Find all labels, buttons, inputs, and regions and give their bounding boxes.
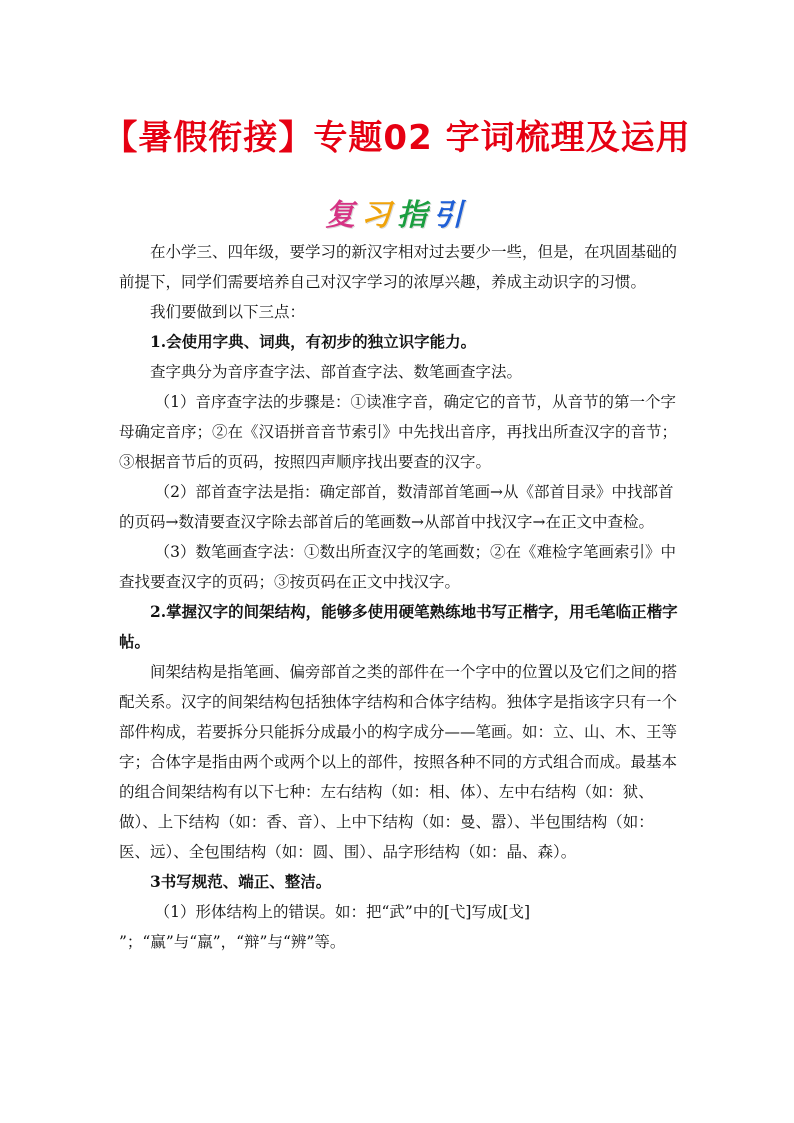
- banner-char-4: 引: [433, 198, 469, 233]
- banner-char-3: 指: [397, 198, 433, 233]
- document-body: [119, 237, 679, 957]
- point-1-heading: 1.会使用字典、词典，有初步的独立识字能力。: [150, 332, 477, 351]
- structure-paragraph: 间架结构是指笔画、偏旁部首之类的部件在一个字中的位置以及它们之间的搭配关系。汉字的间架结构包括独体字结构和合体字结构。独体字是指该字只有一个部件构成，若要拆分只能拆分成最小的构字成分——笔画。如：立、山、木、王等字；合体字是指由两个或两个以上的部件，按照各种不同的方式组合而成。最基本的组合间架结构有以下七种：左右结构（如：相、体）、左中右结构（如：狱、做）、上下结构（如：香、音）、上中下结构（如：曼、嚣）、半包围结构（如：医、远）、全包围结构（如：圆、围）、品字形结构（如：晶、森）。: [119, 663, 678, 861]
- point-2-heading: 2.掌握汉字的间架结构，能够多使用硬笔熟练地书写正楷字，用毛笔临正楷字帖。: [119, 602, 678, 651]
- method-stroke: （3）数笔画查字法：①数出所查汉字的笔画数；②在《难检字笔画索引》中查找要查汉字的页码；③按页码在正文中找汉字。: [119, 543, 677, 591]
- error-example: （1）形体结构上的错误。如：把“武”中的[弋]写成[戈] ”；“赢”与“羸”，“辩”与“辨”等。: [119, 903, 531, 951]
- page-title: 【暑假衔接】专题02 字词梳理及运用: [103, 118, 691, 158]
- point-3-heading: 3书写规范、端正、整洁。: [150, 872, 332, 891]
- banner-char-1: 复: [325, 198, 361, 233]
- intro-paragraph: 在小学三、四年级，要学习的新汉字相对过去要少一些，但是，在巩固基础的前提下，同学们需要培养自己对汉字学习的浓厚兴趣，养成主动识字的习惯。: [119, 243, 678, 291]
- method-pinyin: （1）音序查字法的步骤是：①读准字音，确定它的音节，从音节的第一个字母确定音序；②在《汉语拼音音节索引》中先找出音序，再找出所查汉字的音节；③根据音节后的页码，按照四声顺序找出要查的汉字。: [119, 393, 678, 471]
- review-guide-banner: [0, 190, 794, 234]
- method-radical: （2）部首查字法是指：确定部首，数清部首笔画→从《部首目录》中找部首的页码→数清要查汉字除去部首后的笔画数→从部首中找汉字→在正文中查检。: [119, 483, 674, 531]
- lookup-methods: 查字典分为音序查字法、部首查字法、数笔画查字法。: [150, 363, 523, 381]
- three-points-lead: 我们要做到以下三点：: [150, 303, 306, 321]
- banner-char-2: 习: [361, 198, 397, 233]
